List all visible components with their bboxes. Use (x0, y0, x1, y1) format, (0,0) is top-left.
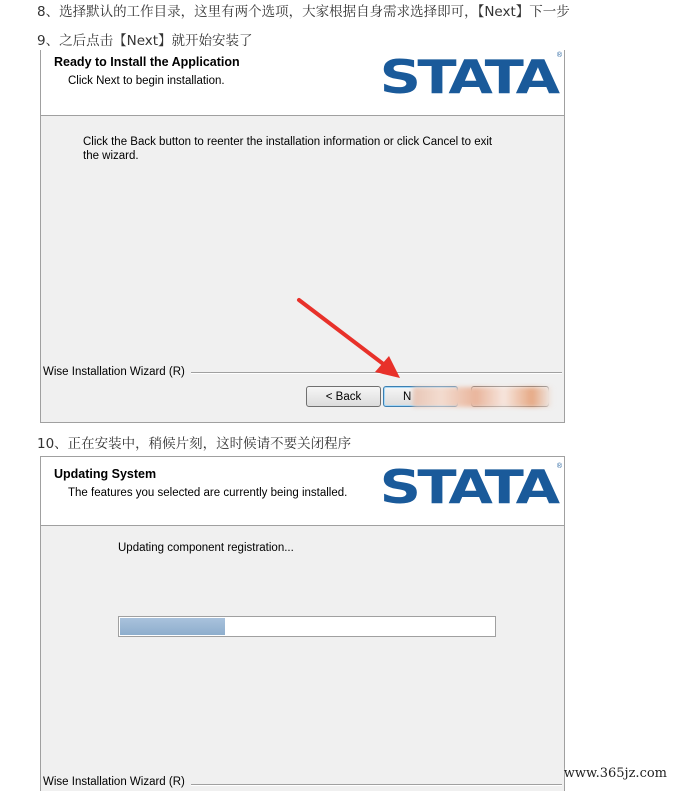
wizard-footer-label: Wise Installation Wizard (R) (43, 776, 191, 788)
dialog-subtitle: Click Next to begin installation. (68, 75, 225, 87)
stata-logo: STATA (379, 460, 556, 514)
next-button[interactable]: N (383, 386, 458, 407)
dialog-subtitle: The features you selected are currently being installed. (68, 487, 348, 499)
step10-text: 10、正在安装中，稍候片刻，这时候请不要关闭程序 (37, 436, 352, 452)
step9-text: 9、之后点击【Next】就开始安装了 (37, 33, 253, 49)
progress-status-text: Updating component registration... (118, 542, 294, 554)
instruction-line-2: the wizard. (83, 150, 139, 162)
progress-bar (118, 616, 496, 637)
progress-fill (120, 618, 225, 635)
dialog-header (41, 457, 564, 526)
step8-text: 8、选择默认的工作目录，这里有两个选项，大家根据自身需求选择即可，【Next】下一步 (37, 4, 570, 20)
registered-mark: ® (556, 463, 562, 470)
registered-mark: ® (556, 52, 562, 59)
dialog-title: Ready to Install the Application (54, 55, 240, 69)
updating-system-dialog (40, 456, 565, 791)
back-button[interactable]: < Back (306, 386, 381, 407)
wizard-footer-label: Wise Installation Wizard (R) (43, 366, 191, 378)
stata-logo: STATA (379, 50, 556, 104)
site-watermark: www.365jz.com (563, 766, 667, 781)
instruction-line-1: Click the Back button to reenter the installation information or click Cancel to exit (83, 136, 493, 148)
dialog-title: Updating System (54, 467, 157, 481)
